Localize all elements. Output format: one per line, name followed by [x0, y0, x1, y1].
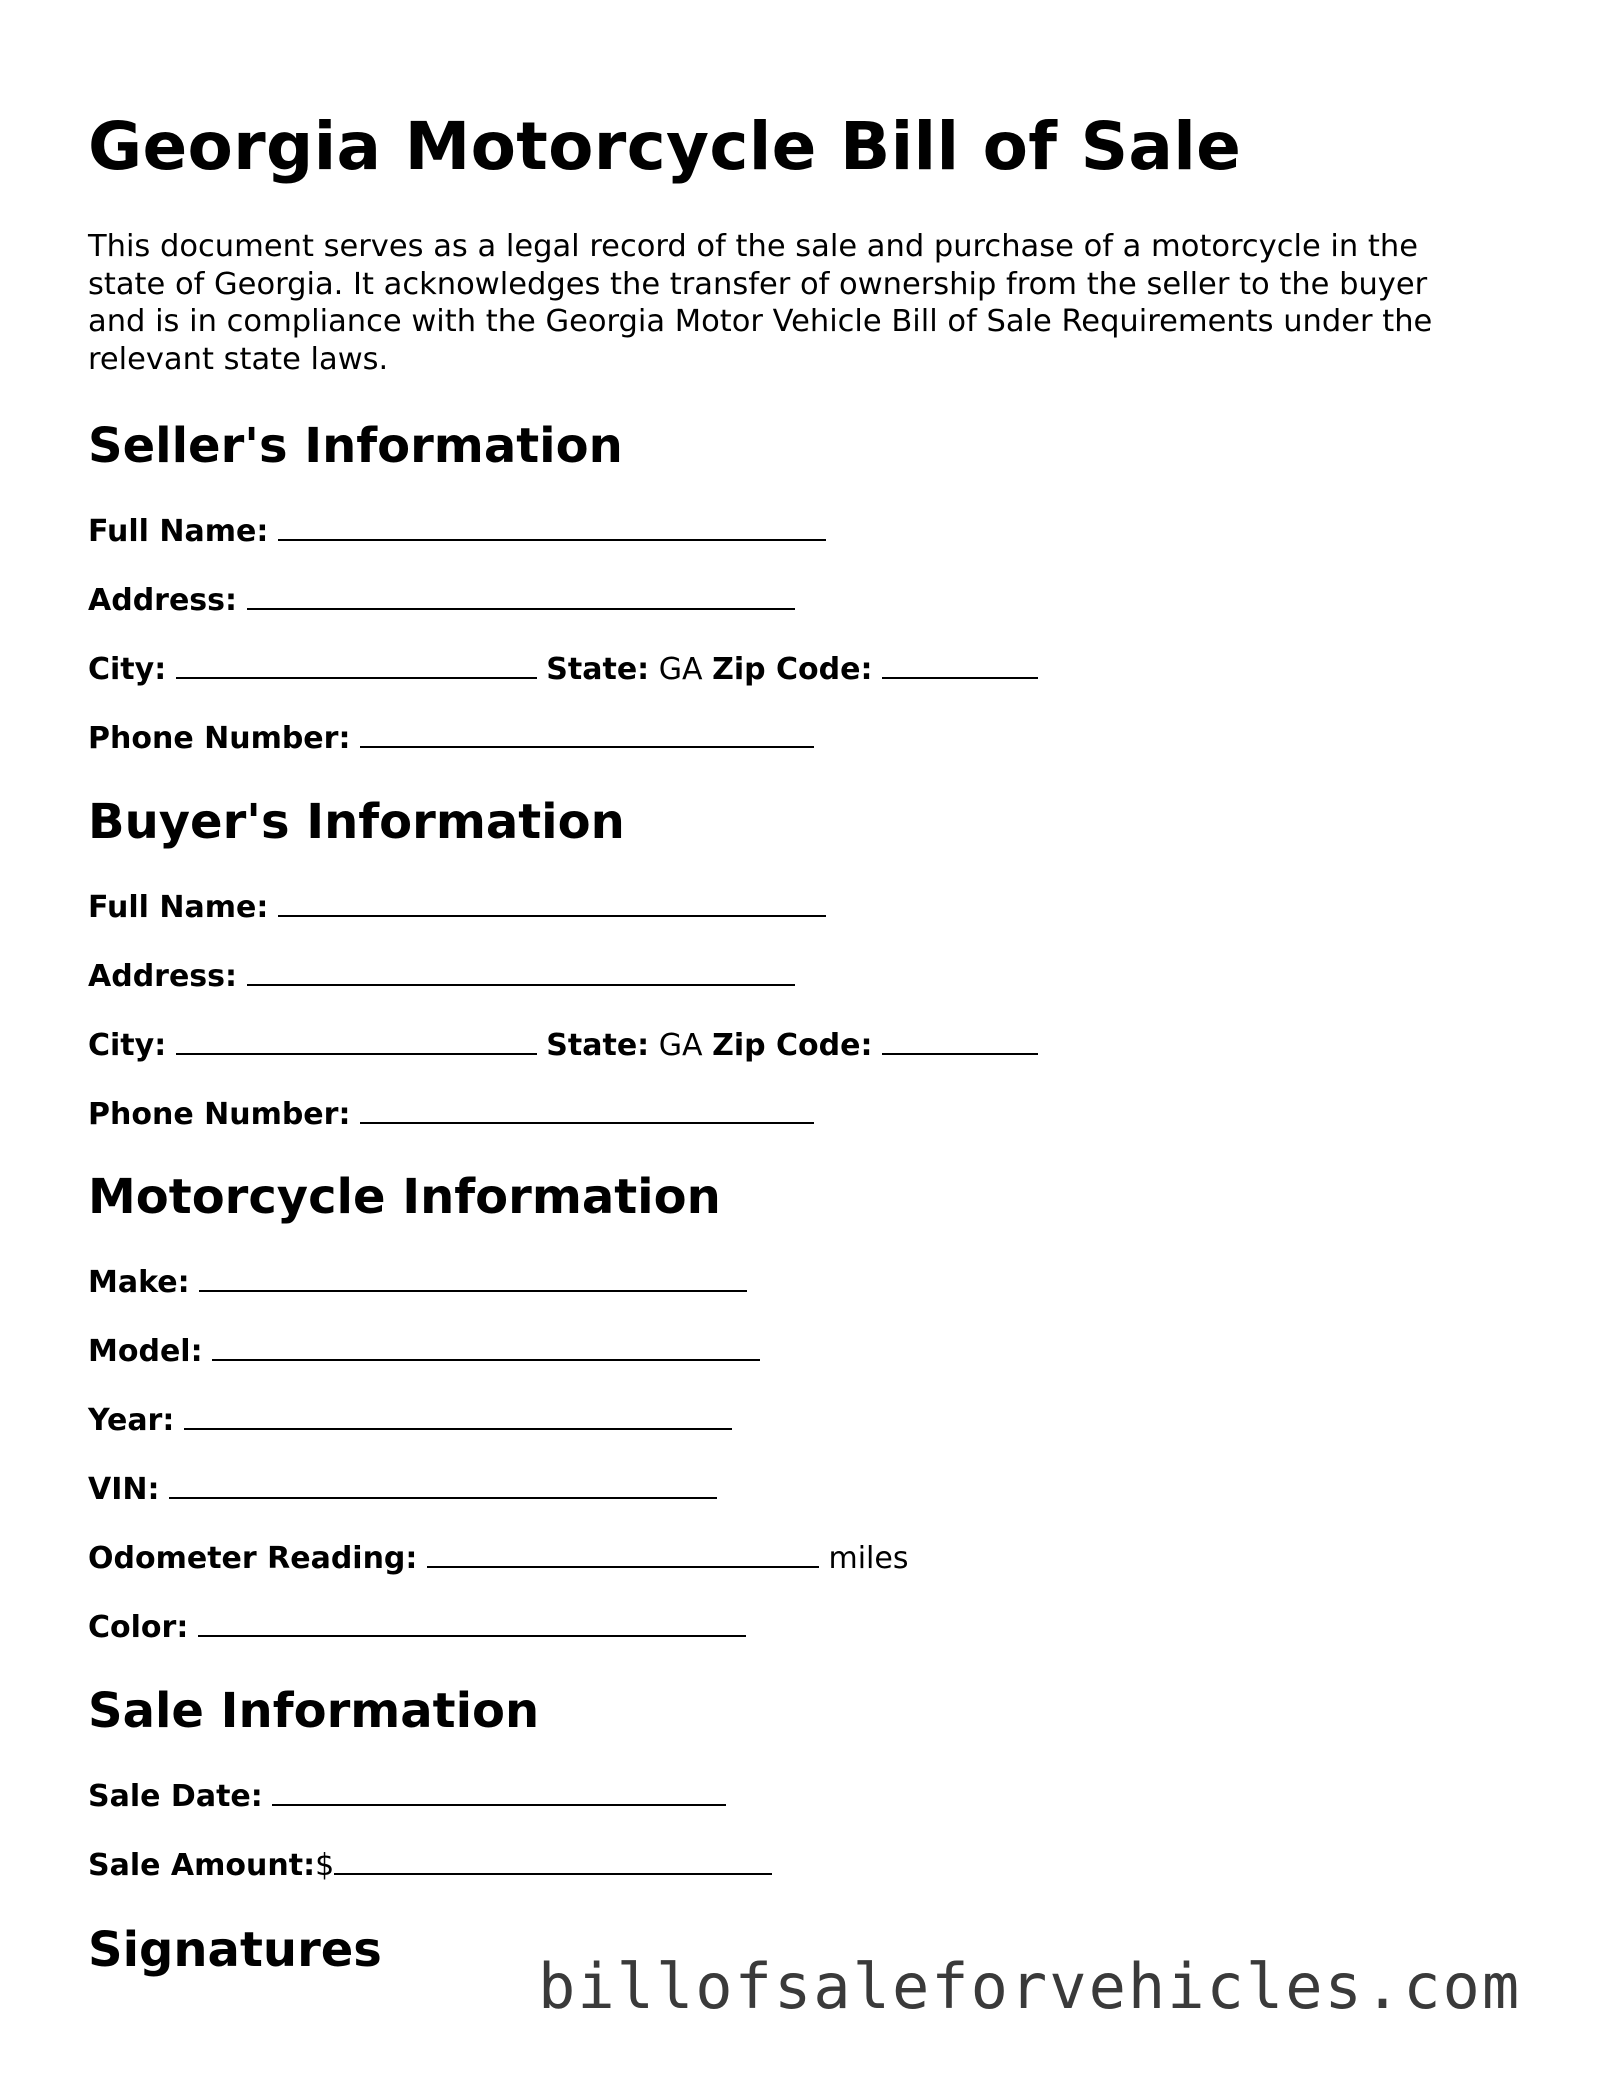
seller-state-label: State:: [546, 652, 650, 687]
buyer-state-label: State:: [546, 1028, 650, 1063]
motorcycle-year-label: Year:: [88, 1403, 175, 1438]
signatures-section-heading: Signatures: [88, 1922, 382, 1978]
page-title: Georgia Motorcycle Bill of Sale: [88, 108, 1242, 185]
motorcycle-model-row: [88, 1333, 760, 1370]
buyer-city-state-zip-row: [88, 1027, 1038, 1064]
buyer-zip-field[interactable]: [882, 1027, 1038, 1055]
seller-full-name-label: Full Name:: [88, 514, 269, 549]
buyer-city-field[interactable]: [176, 1027, 537, 1055]
motorcycle-vin-label: VIN:: [88, 1472, 160, 1507]
seller-state-value: GA: [658, 652, 703, 687]
motorcycle-model-label: Model:: [88, 1334, 203, 1369]
motorcycle-color-label: Color:: [88, 1610, 189, 1645]
motorcycle-section-heading: Motorcycle Information: [88, 1169, 721, 1225]
motorcycle-vin-field[interactable]: [169, 1471, 717, 1499]
buyer-address-field[interactable]: [247, 958, 795, 986]
seller-phone-label: Phone Number:: [88, 721, 351, 756]
seller-zip-field[interactable]: [882, 651, 1038, 679]
watermark: billofsaleforvehicles.com: [538, 1950, 1522, 2023]
sale-section-heading: Sale Information: [88, 1683, 540, 1739]
sale-date-label: Sale Date:: [88, 1779, 263, 1814]
buyer-zip-label: Zip Code:: [712, 1028, 873, 1063]
motorcycle-odometer-field[interactable]: [427, 1540, 819, 1568]
sale-amount-row: [88, 1847, 772, 1884]
motorcycle-model-field[interactable]: [212, 1333, 760, 1361]
seller-full-name-field[interactable]: [278, 513, 826, 541]
seller-address-row: [88, 582, 795, 619]
buyer-address-label: Address:: [88, 959, 238, 994]
seller-address-field[interactable]: [247, 582, 795, 610]
seller-city-state-zip-row: [88, 651, 1038, 688]
seller-zip-label: Zip Code:: [712, 652, 873, 687]
buyer-phone-label: Phone Number:: [88, 1097, 351, 1132]
seller-city-label: City:: [88, 652, 167, 687]
buyer-city-label: City:: [88, 1028, 167, 1063]
motorcycle-make-label: Make:: [88, 1265, 190, 1300]
motorcycle-odometer-row: [88, 1540, 908, 1577]
buyer-full-name-label: Full Name:: [88, 890, 269, 925]
motorcycle-vin-row: [88, 1471, 717, 1508]
buyer-state-value: GA: [658, 1028, 703, 1063]
sale-date-row: [88, 1778, 726, 1815]
seller-phone-row: [88, 720, 814, 757]
seller-address-label: Address:: [88, 583, 238, 618]
intro-paragraph: This document serves as a legal record of the sale and purchase of a motorcycle in the state of Georgia. It acknowledges the transfer of ownership from the seller to the buyer and is in compliance with the Georgia Motor Vehicle Bill of Sale Requirements under the relevant state laws.: [88, 229, 1433, 377]
sale-amount-label: Sale Amount:: [88, 1848, 316, 1883]
motorcycle-make-row: [88, 1264, 747, 1301]
motorcycle-odometer-label: Odometer Reading:: [88, 1541, 418, 1576]
motorcycle-year-row: [88, 1402, 732, 1439]
motorcycle-year-field[interactable]: [184, 1402, 732, 1430]
buyer-full-name-row: [88, 889, 826, 926]
buyer-phone-field[interactable]: [360, 1096, 814, 1124]
buyer-full-name-field[interactable]: [278, 889, 826, 917]
buyer-phone-row: [88, 1096, 814, 1133]
motorcycle-color-field[interactable]: [198, 1609, 746, 1637]
motorcycle-color-row: [88, 1609, 746, 1646]
odometer-unit: miles: [828, 1541, 909, 1576]
motorcycle-make-field[interactable]: [199, 1264, 747, 1292]
seller-city-field[interactable]: [176, 651, 537, 679]
sale-date-field[interactable]: [272, 1778, 726, 1806]
seller-full-name-row: [88, 513, 826, 550]
buyer-section-heading: Buyer's Information: [88, 794, 625, 850]
seller-phone-field[interactable]: [360, 720, 814, 748]
sale-amount-field[interactable]: [334, 1847, 772, 1875]
currency-symbol: $: [315, 1848, 335, 1883]
seller-section-heading: Seller's Information: [88, 418, 623, 474]
buyer-address-row: [88, 958, 795, 995]
